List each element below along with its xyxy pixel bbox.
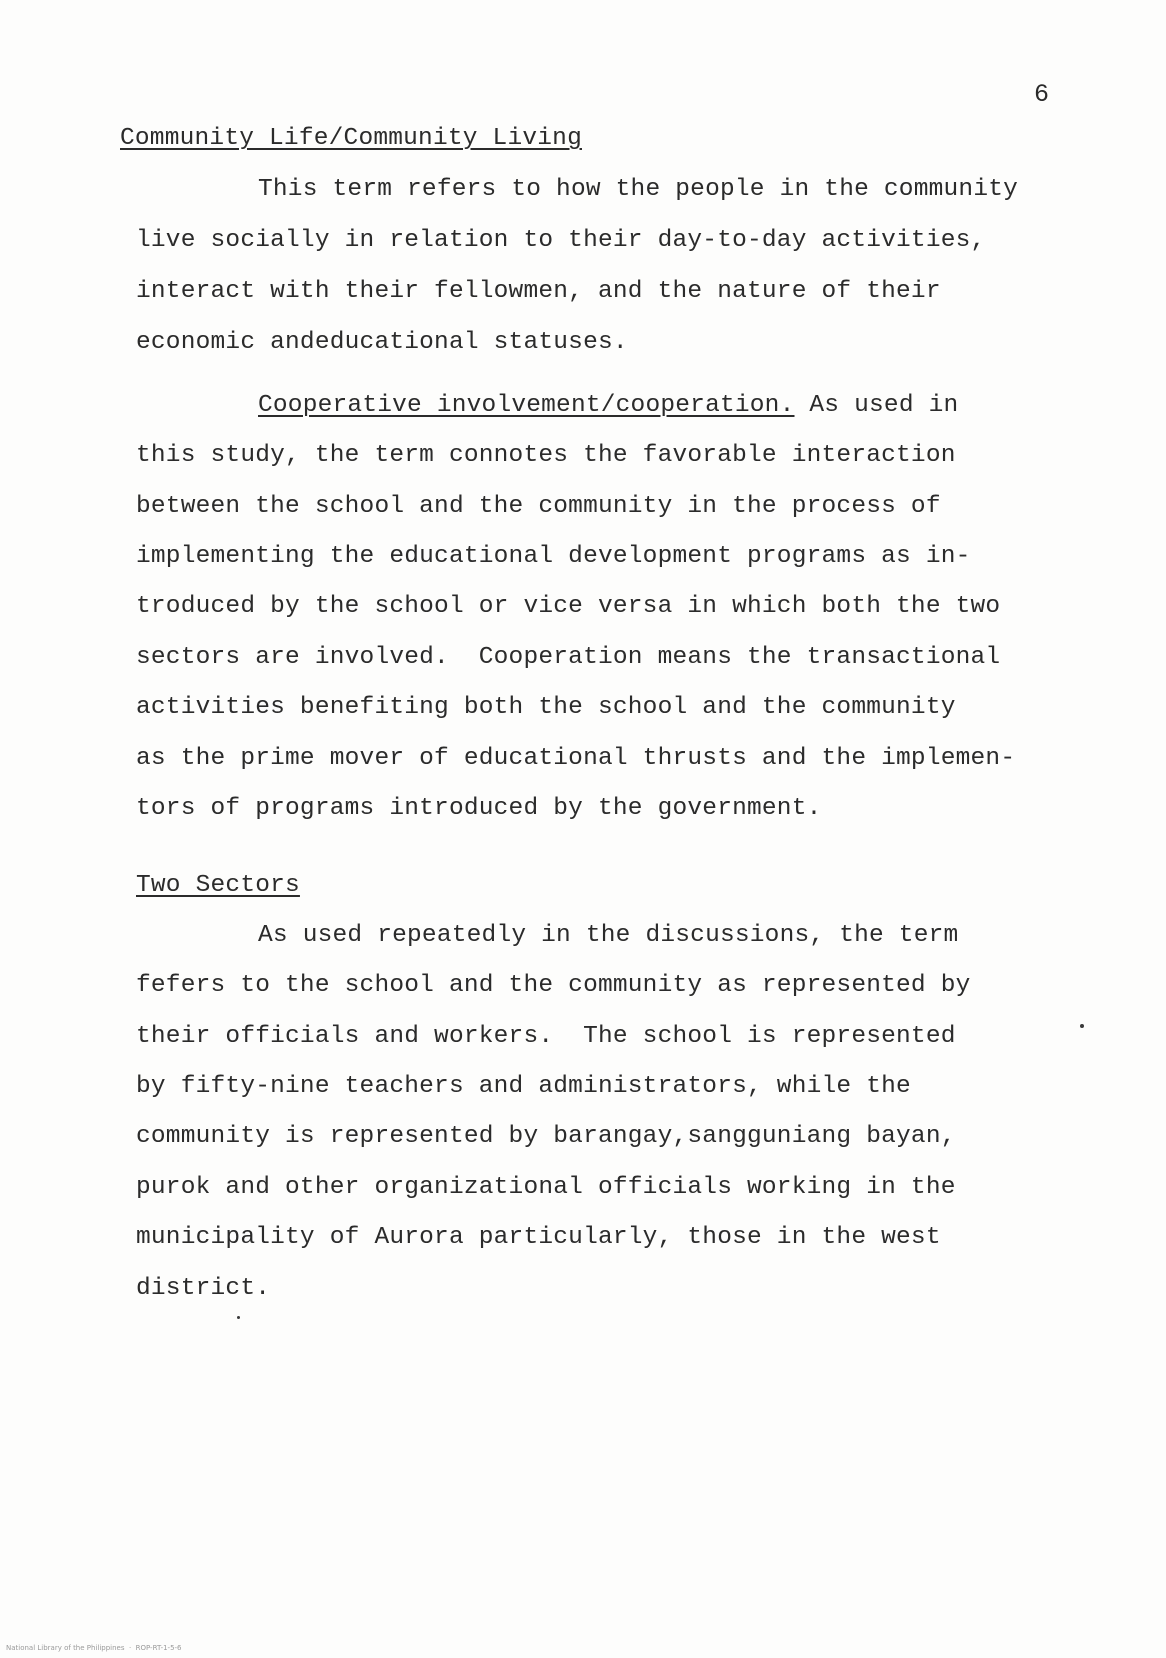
cooperative-line-4: troduced by the school or vice versa in which both the two: [136, 593, 1001, 620]
cooperative-line-8: tors of programs introduced by the government.: [136, 795, 822, 822]
cooperative-line-1: this study, the term connotes the favorable interaction: [136, 442, 956, 469]
scan-footer: National Library of the Philippines · ROP-RT-1-5-6: [6, 1644, 182, 1652]
two-sectors-line-2: fefers to the school and the community as represented by: [136, 972, 971, 999]
cooperative-line-2: between the school and the community in the process of: [136, 493, 941, 520]
two-sectors-line-3: their officials and workers. The school is represented: [136, 1023, 956, 1050]
heading-community-life: Community Life/Community Living: [120, 125, 582, 152]
cooperative-line-3: implementing the educational development programs as in-: [136, 543, 971, 570]
community-life-line-1: This term refers to how the people in the community: [258, 176, 1019, 203]
cooperative-line-6: activities benefiting both the school and the community: [136, 694, 956, 721]
two-sectors-line-6: purok and other organizational officials working in the: [136, 1174, 956, 1201]
cooperative-line-5: sectors are involved. Cooperation means the transactional: [136, 644, 1001, 671]
heading-cooperative: Cooperative involvement/cooperation.: [258, 392, 795, 419]
community-life-line-3: interact with their fellowmen, and the nature of their: [136, 278, 941, 305]
heading-two-sectors: Two Sectors: [136, 872, 300, 899]
two-sectors-line-5: community is represented by barangay,sangguniang bayan,: [136, 1123, 956, 1150]
two-sectors-line-4: by fifty-nine teachers and administrators, while the: [136, 1073, 911, 1100]
cooperative-first-line-rest: As used in: [794, 392, 959, 419]
page-number: 6: [1034, 80, 1050, 109]
community-life-line-4: economic andeducational statuses.: [136, 329, 628, 356]
two-sectors-line-7: municipality of Aurora particularly, those in the west: [136, 1224, 941, 1251]
cooperative-line-7: as the prime mover of educational thrusts and the implemen-: [136, 745, 1016, 772]
two-sectors-line-1: As used repeatedly in the discussions, the term: [258, 922, 959, 949]
cooperative-first-line: [258, 391, 958, 421]
scan-speck: [1080, 1024, 1084, 1028]
scan-speck: [237, 1316, 240, 1319]
two-sectors-line-8: district.: [136, 1275, 271, 1302]
community-life-line-2: live socially in relation to their day-to-day activities,: [136, 227, 986, 254]
